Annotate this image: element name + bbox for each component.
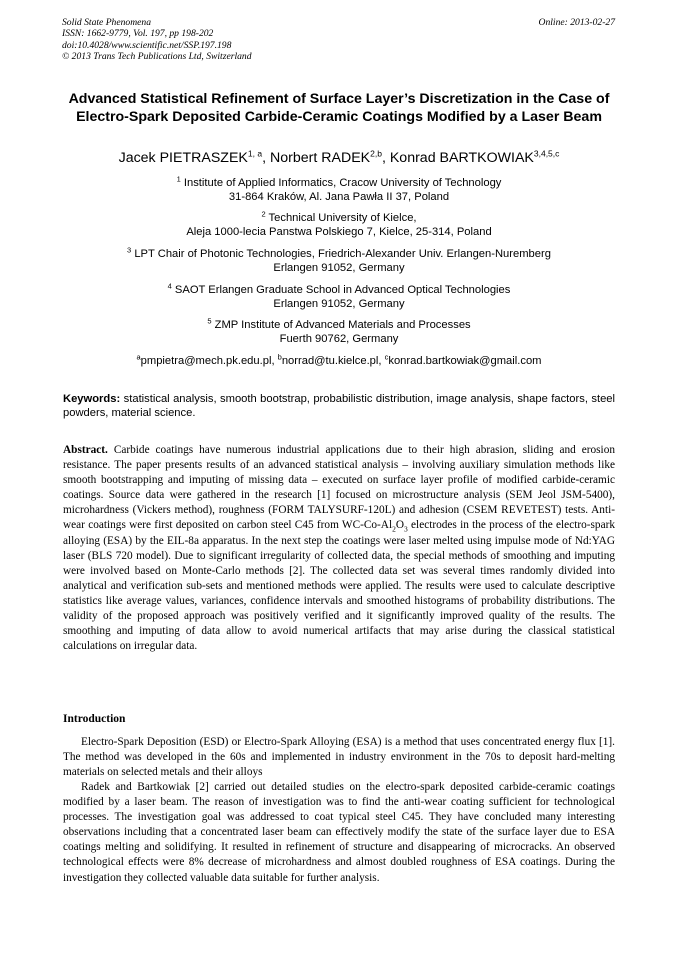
- online-date: Online: 2013-02-27: [538, 17, 615, 28]
- keywords-section: [63, 392, 615, 420]
- affiliation-number: 4: [167, 281, 172, 291]
- email-link[interactable]: norrad@tu.kielce.pl: [281, 355, 379, 367]
- abstract-text: electrodes in the process of the electro-spark alloying (ESA) by the EIL-8a apparatus. In the next step the coatings were laser melted using impulse mode of Nd:YAG laser (BLS 720 model). Due to significant irregularity of collected data, the special methods of smoothing and imputing were involved based on Monte-Carlo methods [2]. The collected data set was several times randomly divided into analytical and verification sub-sets and mentioned methods were applied. The results were used to calculate descriptive statistics like average values, variances, confidence intervals and smoothed histograms of probability distributions. The validity of the proposed approach was positively verified and it significantly improved quality of the results. The smoothing and imputing of data allow to avoid numerical artifacts that may arise during the classical statistical calculations on irregular data.: [63, 519, 615, 653]
- email-marker: a: [136, 352, 141, 362]
- author-name: Norbert RADEK: [269, 150, 371, 166]
- keywords-label: Keywords:: [63, 393, 121, 405]
- subscript: 3: [404, 524, 408, 534]
- affiliation-2: [40, 211, 638, 239]
- affiliation-number: 2: [261, 209, 266, 219]
- affiliation-number: 1: [176, 174, 181, 184]
- affiliation-1: [40, 176, 638, 204]
- paper-title: Advanced Statistical Refinement of Surface Layer’s Discretization in the Case of Electro-Spark Deposited Carbide-Ceramic Coatings Modified by a Laser Beam: [68, 91, 610, 125]
- copyright-line: © 2013 Trans Tech Publications Ltd, Switzerland: [62, 51, 252, 63]
- introduction-paragraph-1: Electro-Spark Deposition (ESD) or Electro-Spark Alloying (ESA) is a method that uses concentrated energy flux [1]. The method was developed in the 60s and implemented in industry environment in the 70s to deposit hard-melting materials on selected metals and their alloys: [63, 736, 615, 779]
- affiliation-line: Technical University of Kielce,: [268, 212, 417, 224]
- affiliation-address: Erlangen 91052, Germany: [273, 262, 405, 275]
- author-name: Konrad BARTKOWIAK: [389, 150, 534, 166]
- affiliation-address: 31-864 Kraków, Al. Jana Pawła II 37, Poland: [228, 191, 450, 204]
- abstract-text: O: [395, 519, 405, 532]
- introduction-heading: Introduction: [63, 713, 126, 725]
- issn-line: ISSN: 1662-9779, Vol. 197, pp 198-202: [62, 28, 214, 40]
- affiliation-address: Erlangen 91052, Germany: [273, 298, 405, 311]
- affiliation-line: LPT Chair of Photonic Technologies, Friedrich-Alexander Univ. Erlangen-Nuremberg: [134, 248, 551, 260]
- keywords-text: statistical analysis, smooth bootstrap, probabilistic distribution, image analysis, shape factors, steel powders, material science.: [63, 393, 615, 420]
- affiliation-3: [40, 247, 638, 275]
- author-separator: ,: [381, 150, 390, 166]
- journal-name: Solid State Phenomena: [62, 17, 151, 28]
- affiliation-number: 5: [207, 316, 212, 326]
- affiliation-address: Fuerth 90762, Germany: [279, 333, 399, 346]
- abstract-text: Carbide coatings have numerous industrial applications due to their high abrasion, sliding and erosion resistance. The paper presents results of an advanced statistical analysis – involving auxiliary simulation methods like smooth bootstrapping and imputing of missing data – executed on surface layer profile of modified carbide-ceramic coatings. Source data were gathered in the research [1] focused on microstructure analysis (SEM Jeol JSM-5400), microhardness (Vickers method), roughness (FORM TALYSURF-120L) and adhesion (CSEM REVETEST) tests. Anti-wear coatings were first deposited on carbon steel C45 from WC-Co-Al: [63, 444, 615, 532]
- author-affiliation-marker: 2,b: [370, 148, 382, 159]
- author-affiliation-marker: 1, a: [247, 148, 263, 159]
- author-name: Jacek PIETRASZEK: [118, 150, 248, 166]
- affiliation-address: Aleja 1000-lecia Panstwa Polskiego 7, Kielce, 25-314, Poland: [186, 226, 492, 239]
- affiliation-line: ZMP Institute of Advanced Materials and Processes: [214, 319, 471, 331]
- journal-header: [62, 17, 252, 63]
- affiliation-number: 3: [127, 245, 132, 255]
- subscript: 2: [392, 524, 396, 534]
- email-link[interactable]: konrad.bartkowiak@gmail.com: [388, 355, 542, 367]
- email-marker: b: [277, 352, 282, 362]
- email-separator: ,: [271, 355, 278, 367]
- abstract-section: [63, 443, 615, 654]
- author-separator: ,: [262, 150, 270, 166]
- affiliation-5: [40, 318, 638, 346]
- email-separator: ,: [378, 355, 385, 367]
- affiliation-line: SAOT Erlangen Graduate School in Advanced Optical Technologies: [174, 284, 511, 296]
- affiliation-4: [40, 283, 638, 311]
- email-link[interactable]: pmpietra@mech.pk.edu.pl: [140, 355, 272, 367]
- author-list: [40, 150, 638, 166]
- author-affiliation-marker: 3,4,5,c: [533, 148, 560, 159]
- email-marker: c: [384, 352, 389, 362]
- abstract-label: Abstract.: [63, 444, 108, 456]
- doi-line: doi:10.4028/www.scientific.net/SSP.197.198: [62, 39, 232, 51]
- email-list: [40, 352, 638, 367]
- affiliation-line: Institute of Applied Informatics, Cracow University of Technology: [183, 177, 502, 189]
- introduction-paragraph-2: Radek and Bartkowiak [2] carried out detailed studies on the electro-spark deposited carbide-ceramic coatings modified by a laser beam. The reason of investigation was to find the anti-wear coating sufficient for technological processes. The investigation goal was addressed to coat typical steel C45. They have concluded many interesting observations including that a concentrated laser beam can effectively modify the state of the surface layer due to ESA coatings melting and solidifying. It resulted in refinement of structure and disappearing of microcracks. An observed technological effects were 8% decrease of microhardness and almost doubled roughness of ESA coatings. During the investigation they collected valuable data suitable for further analysis.: [63, 781, 615, 884]
